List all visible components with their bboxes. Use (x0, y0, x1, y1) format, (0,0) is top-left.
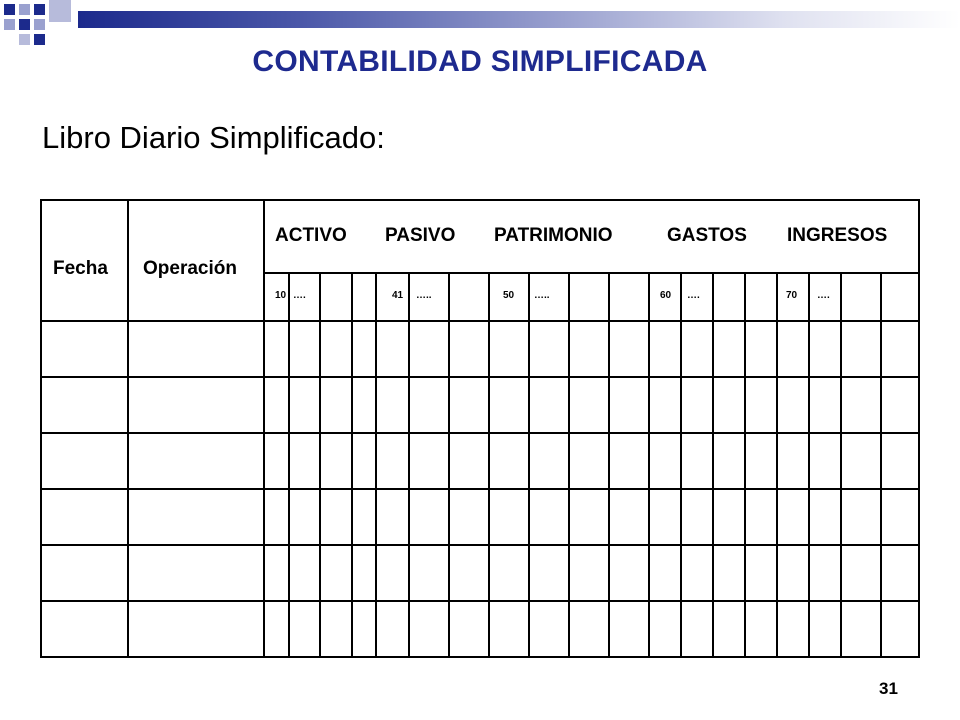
column-line (568, 272, 570, 656)
header-gastos: GASTOS (667, 225, 747, 246)
decoration-square (4, 19, 15, 30)
code-patrimonio: 50 (503, 290, 515, 301)
diary-table (40, 199, 920, 658)
header-decoration (0, 0, 960, 50)
decoration-square (19, 4, 30, 15)
header-ingresos: INGRESOS (787, 225, 888, 246)
header-activo: ACTIVO (275, 225, 347, 246)
decoration-square (4, 4, 15, 15)
row-line (42, 376, 918, 378)
column-line (408, 272, 410, 656)
page-subtitle: Libro Diario Simplificado: (42, 120, 385, 155)
column-line (319, 272, 321, 656)
column-line (263, 201, 265, 656)
column-line (712, 272, 714, 656)
column-line (351, 272, 353, 656)
decoration-square (19, 19, 30, 30)
decoration-square (49, 0, 71, 22)
column-line (880, 272, 882, 656)
column-line (744, 272, 746, 656)
row-line (42, 432, 918, 434)
decoration-square (34, 19, 45, 30)
header-fecha: Fecha (53, 258, 108, 279)
row-line (42, 488, 918, 490)
column-line (127, 201, 129, 656)
header-patrimonio: PATRIMONIO (494, 225, 613, 246)
column-line (648, 272, 650, 656)
dots-gastos: …. (687, 290, 700, 301)
column-line (448, 272, 450, 656)
dots-ingresos: …. (817, 290, 830, 301)
row-line (42, 320, 918, 322)
decoration-square (34, 34, 45, 45)
row-line (42, 544, 918, 546)
column-line (808, 272, 810, 656)
decoration-square (19, 34, 30, 45)
decoration-square (34, 4, 45, 15)
column-line (608, 272, 610, 656)
header-operacion: Operación (143, 258, 237, 279)
column-line (776, 272, 778, 656)
column-line (288, 272, 290, 656)
dots-pasivo: ….. (416, 290, 432, 301)
column-line (680, 272, 682, 656)
column-line (488, 272, 490, 656)
code-ingresos: 70 (786, 290, 798, 301)
page-number: 31 (879, 679, 898, 698)
page-title: CONTABILIDAD SIMPLIFICADA (252, 45, 708, 78)
code-pasivo: 41 (392, 290, 404, 301)
header-pasivo: PASIVO (385, 225, 456, 246)
code-gastos: 60 (660, 290, 672, 301)
gradient-bar (78, 11, 960, 28)
column-line (375, 272, 377, 656)
column-line (528, 272, 530, 656)
dots-activo: …. (293, 290, 306, 301)
dots-patrimonio: ….. (534, 290, 550, 301)
row-line (263, 272, 918, 274)
column-line (840, 272, 842, 656)
row-line (42, 600, 918, 602)
code-activo: 10 (275, 290, 287, 301)
